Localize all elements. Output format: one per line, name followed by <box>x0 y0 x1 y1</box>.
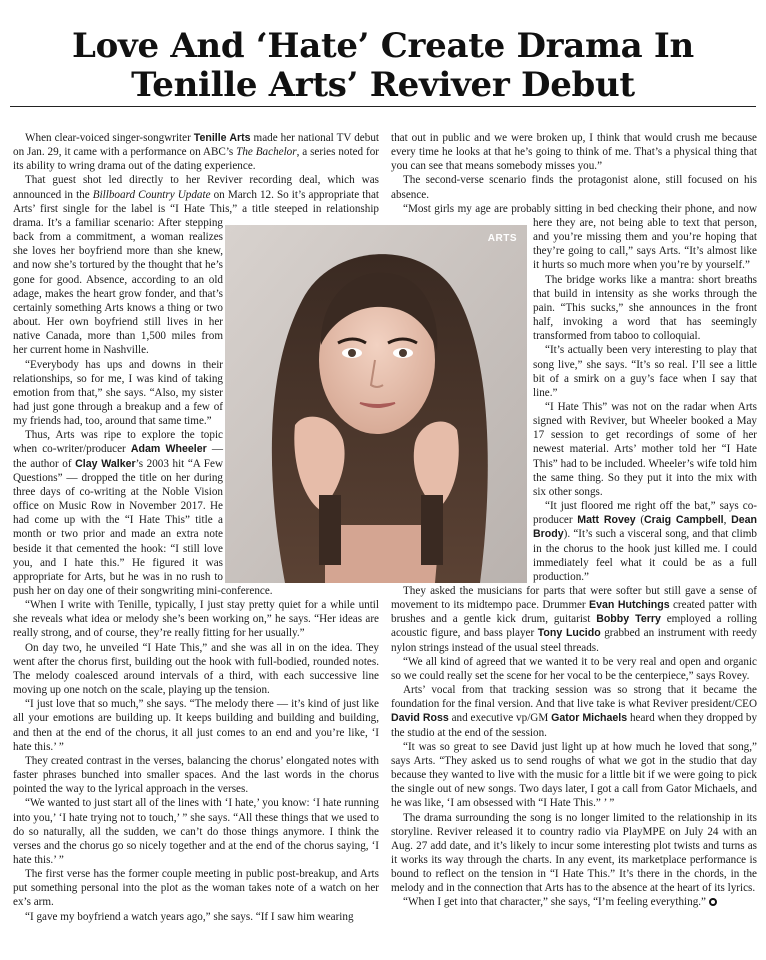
photo-label: ARTS <box>487 233 517 244</box>
paragraph: “I Hate This” was not on the radar when Arts signed with Reviver, but Wheeler booked a May 17 session to get recordings of some of her newest material. Arts’ mother told her “I Hate This” had to be included. Wheeler’s wife told him the same thing. So they put it into the mix with six other songs. <box>533 400 757 498</box>
paragraph: They asked the musicians for parts that were softer but still gave a sense of movement to its midtempo pace. Drummer Evan Hutchings created patter with brushes and a gentle kick drum, guitarist Bobby Terry employed a rolling acoustic figure, and bass player Tony Lucido grabbed an instrument with reedy nylon strings instead of the usual steel threads. <box>391 585 757 654</box>
headline-line-2: Tenille Arts’ Reviver Debut <box>131 64 635 105</box>
artist-name: Tenille Arts <box>193 132 251 144</box>
paragraph: “I just love that so much,” she says. “The melody there — it’s kind of just like all your emotions are building up. It keeps building and building and building, and then at the end of the chorus, it all just comes to an end and you’re like, ‘I hate this.’ ” <box>13 698 379 753</box>
paragraph: “It was so great to see David just light up at how much he loved that song,” says Arts. “They asked us to send roughs of what we got in the studio that day because they wanted to live with the music for a little bit if we were going to pick the single out of new songs. Two days later, I got a call from Gator Michaels, and he was like, ‘I am obsessed with “I Hate This.” ’ ” <box>391 740 757 810</box>
paragraph: “We wanted to just start all of the lines with ‘I hate,’ you know: ‘I hate running into you,’ ‘I hate trying not to touch,’ ” she says. “All these things that we used to do so naturally, all the sudden, we can’t do those things anymore. I think the verses and the chorus go so nicely together and at the end of the chorus saying, ‘I hate this.’ ” <box>13 797 379 866</box>
paragraph: The first verse has the former couple meeting in public post-breakup, and Arts put something personal into the plot as the woman takes note of a watch on her ex’s arm. <box>13 868 379 909</box>
end-mark-icon <box>709 898 717 906</box>
musician-name: Bobby Terry <box>596 613 661 626</box>
paragraph: Thus, Arts was ripe to explore the topic when co-writer/producer Adam Wheeler — the author of Clay Walker’s 2003 hit “A Few Questions” — dropped the title on her during three days of co-writing at the Noble Vision office on Music Row in November 2017. He had come up with the “I Hate This” title a month or two prior and made an extra note beside it that cemented the hook: “I still love you, and I hate this.” He figured it was appropriate for Arts, but he was in no rush to push her on day one of their songwriting mini-conference. <box>13 429 273 597</box>
executive-name: Gator Michaels <box>551 712 628 725</box>
paragraph: On day two, he unveiled “I Hate This,” and she was all in on the idea. They went after the chorus first, building out the hook with full-bodied, rounded notes. The melody coalesced around intervals of a third, with each successive line moving up one notch on the scale, playing up the tension. <box>13 641 379 697</box>
artist-name: Dean Brody <box>533 514 757 541</box>
musician-name: Evan Hutchings <box>589 599 670 612</box>
paragraph: Arts’ vocal from that tracking session was so strong that it became the foundation for the final version. And that live take is what Reviver president/CEO David Ross and executive vp/GM Gator Michaels heard when they dropped by the studio at the end of the session. <box>391 684 758 739</box>
paragraph: “It’s actually been very interesting to play that song live,” she says. “It’s so real. I’ll see a little bit of a smirk on a guy’s face when I say that line.” <box>533 344 757 399</box>
paragraph: “Everybody has ups and downs in their relationships, so for me, I was kind of taking emotion from that,” she says. “Also, my sister had just gone through a breakup and a few of my friends had, too, around that same time.” <box>13 358 223 428</box>
musician-name: Tony Lucido <box>537 627 601 640</box>
article-column-left <box>13 131 379 943</box>
paragraph: “It just floored me right off the bat,” says co-producer Matt Rovey (Craig Campbell, Dean Brody). “It’s such a visceral song, and that climb in the chorus to the hook just killed me. I could immediately feel what it could be as a full production.” <box>533 500 757 583</box>
paragraph: “When I write with Tenille, typically, I just stay pretty quiet for a while until she reveals what idea or melody she’s been working on,” he says. “Her ideas are really strong, and of course, they’re really fitting for her usually.” <box>13 599 379 640</box>
paragraph: They created contrast in the verses, balancing the chorus’ elongated notes with faster phrases bunched into smaller spaces. And the last words in the chorus pointed the way to the lyrical approach in the verses. <box>13 754 379 796</box>
paragraph: “I gave my boyfriend a watch years ago,” she says. “If I saw him wearing <box>25 910 354 923</box>
headline <box>0 27 766 105</box>
paragraph: “We all kind of agreed that we wanted it to be very real and open and organic so we could really set the scene for her vocal to be the centerpiece,” says Rovey. <box>391 655 757 682</box>
artist-name: Craig Campbell <box>644 514 724 527</box>
paragraph: “When I get into that character,” she says, “I’m feeling everything.” <box>391 895 757 909</box>
artist-name: Clay Walker <box>75 457 136 470</box>
paragraph: The drama surrounding the song is no longer limited to the relationship in its storyline. Reviver released it to country radio via PlayMPE on July 24 with an Aug. 27 add date, and it’s likely to incur some interesting plot twists and turns as it works its way through the charts. In any event, its marketplace performance is bound to reflect on the tension in “I Hate This.” It’s there in the chords, in the melody and in the connection that Arts has to the absence at the heart of its lyrics. <box>391 811 757 895</box>
publication-title: Billboard Country Update <box>92 188 211 201</box>
headline-line-1: Love And ‘Hate’ Create Drama In <box>72 25 694 66</box>
paragraph: “Most girls my age are probably sitting in bed checking their phone, and now here they are, not being able to text that person, and you’re missing them and you’re hoping that they’re going to call,” says Arts. “It’s almost like it hurts so much more when you’re by yourself.” <box>403 202 757 272</box>
paragraph: That guest shot led directly to her Reviver recording deal, which was announced in the Billboard Country Update on March 12. So it’s appropriate that Arts’ first single for the label is “I Hate This,” a title steeped in relationship drama. It’s a familiar scenario: After stepping back from a commitment, a woman realizes she loves her boyfriend more than she knew, and now she’s tortured by the thought that he’s gone for good. Absence, according to an old adage, makes the heart grow fonder, and that’s certainly something Arts knows a thing or two about. Her own boyfriend still lives in her native Canada, more than 1,500 miles from her current home in Nashville. <box>13 174 380 357</box>
producer-name: Matt Rovey <box>577 514 636 527</box>
headline-divider <box>10 106 756 107</box>
show-title: The Bachelor <box>236 146 297 159</box>
producer-name: Adam Wheeler <box>130 443 207 456</box>
paragraph: that out in public and we were broken up, I think that would crush me because every time he looks at that he’s going to think of me. That’s a physical thing that you can see that means somebody misses you.” <box>391 132 757 173</box>
executive-name: David Ross <box>391 712 449 725</box>
paragraph: The second-verse scenario finds the protagonist alone, still focused on his absence. <box>391 174 757 201</box>
article-column-right <box>391 131 757 943</box>
paragraph: When clear-voiced singer-songwriter Tenille Arts made her national TV debut on Jan. 29, it came with a performance on ABC’s The Bachelor, a series noted for its ability to wring drama out of the dating experience. <box>13 132 379 173</box>
paragraph: The bridge works like a mantra: short breaths that build in intensity as she works through the pain. “This sucks,” she announces in the front half, invoking a word that has seemingly transformed from taboo to colloquial. <box>533 273 757 343</box>
